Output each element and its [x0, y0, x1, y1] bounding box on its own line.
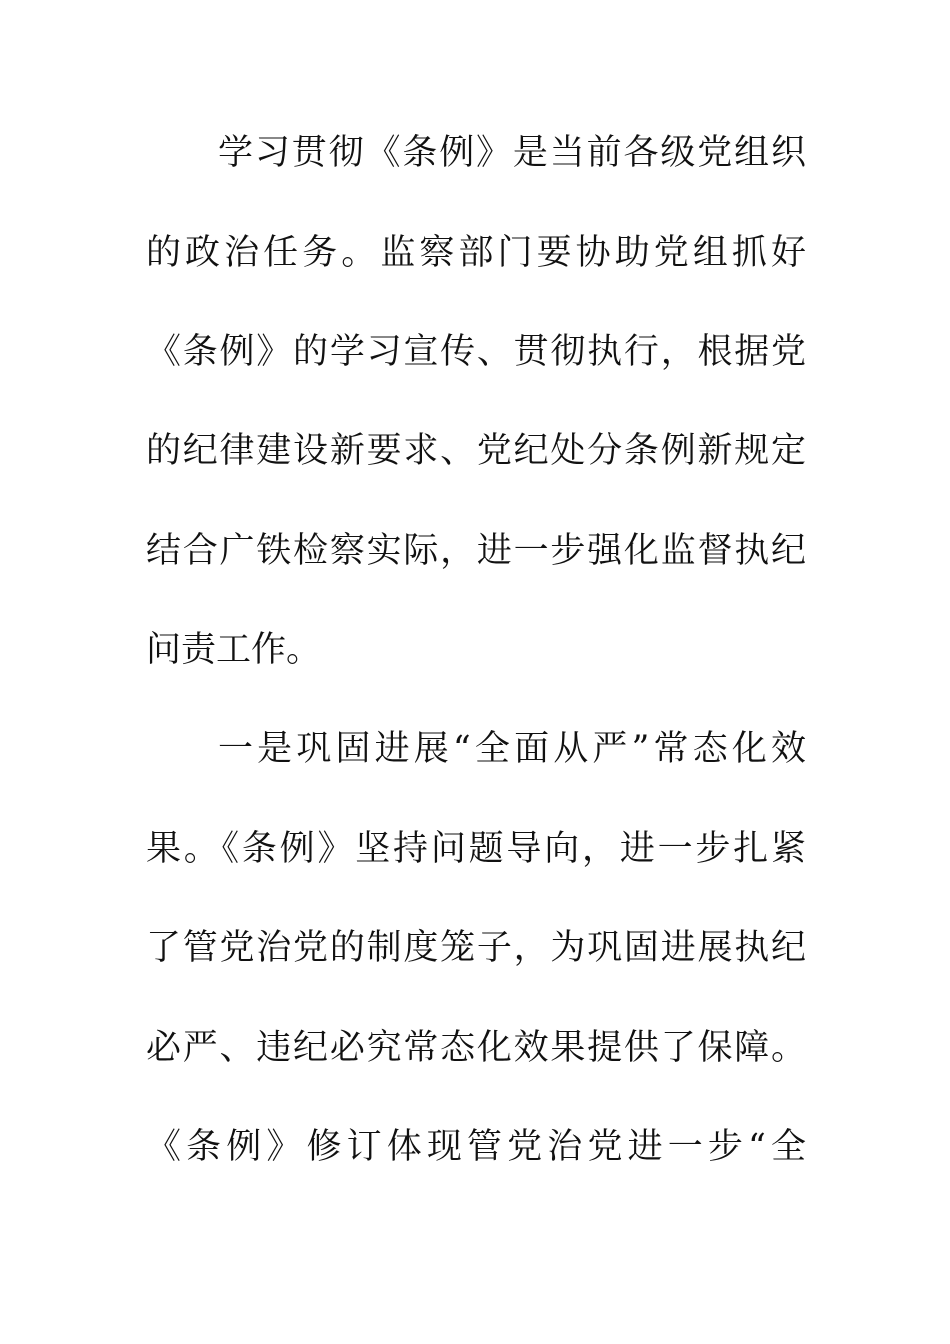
paragraph-1-line-4: 的纪律建设新要求、党纪处分条例新规定: [146, 431, 806, 471]
paragraph-1-line-1: 学习贯彻《条例》是当前各级党组织: [218, 133, 806, 173]
paragraph-1-line-2: 的政治任务。监察部门要协助党组抓好: [146, 233, 806, 273]
paragraph-2-line-5: 《条例》修订体现管党治党进一步“全: [146, 1127, 806, 1167]
paragraph-2-line-3: 了管党治党的制度笼子，为巩固进展执纪: [146, 928, 806, 968]
paragraph-2-line-1: 一是巩固进展“全面从严”常态化效: [218, 729, 806, 769]
paragraph-2-line-4: 必严、违纪必究常态化效果提供了保障。: [146, 1028, 806, 1068]
paragraph-1-line-6: 问责工作。: [146, 630, 322, 670]
paragraph-1-line-5: 结合广铁检察实际，进一步强化监督执纪: [146, 531, 806, 571]
paragraph-1-line-3: 《条例》的学习宣传、贯彻执行，根据党: [146, 332, 806, 372]
paragraph-2-line-2: 果。《条例》坚持问题导向，进一步扎紧: [146, 829, 806, 869]
